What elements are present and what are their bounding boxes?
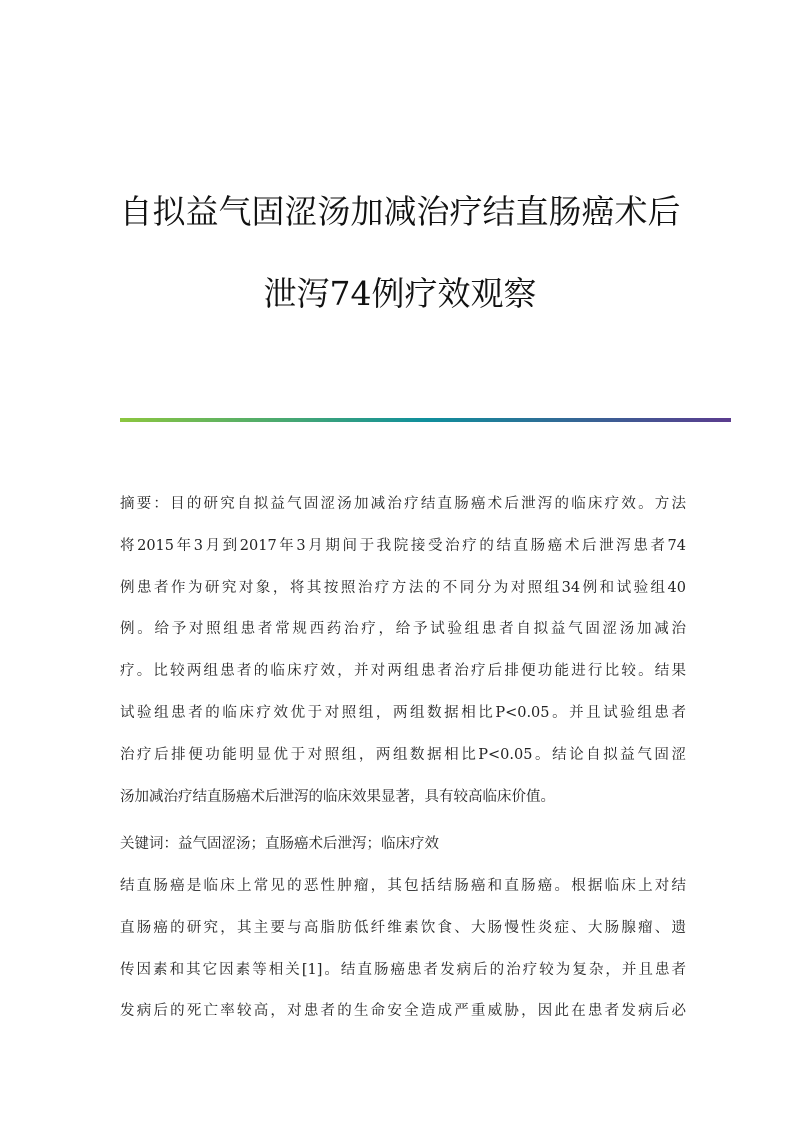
document-title-line-2: 泄泻74例疗效观察 [263,274,537,313]
abstract-paragraph [120,484,686,818]
body-line: 传因素和其它因素等相关[1]。结直肠癌患者发病后的治疗较为复杂，并且患者 [120,961,686,978]
document-title-line-1: 自拟益气固涩汤加减治疗结直肠癌术后 [119,192,681,231]
abstract-line: 疗。比较两组患者的临床疗效，并对两组患者治疗后排便功能进行比较。结果 [120,663,686,680]
body-line: 直肠癌的研究，其主要与高脂肪低纤维素饮食、大肠慢性炎症、大肠腺瘤、遗 [120,919,686,936]
abstract-line: 例患者作为研究对象，将其按照治疗方法的不同分为对照组34例和试验组40 [120,579,686,596]
keywords-line: 关键词：益气固涩汤；直肠癌术后泄泻；临床疗效 [120,836,439,852]
body-line: 结直肠癌是临床上常见的恶性肿瘤，其包括结肠癌和直肠癌。根据临床上对结 [120,878,686,894]
title-divider [120,418,731,422]
abstract-line: 汤加减治疗结直肠癌术后泄泻的临床效果显著，具有较高临床价值。 [120,788,555,805]
abstract-line: 例。给予对照组患者常规西药治疗，给予试验组患者自拟益气固涩汤加减治 [120,621,686,638]
body-line: 发病后的死亡率较高，对患者的生命安全造成严重威胁，因此在患者发病后必 [120,1003,686,1020]
abstract-line: 试验组患者的临床疗效优于对照组，两组数据相比P<0.05。并且试验组患者 [120,704,686,721]
abstract-line: 摘要：目的研究自拟益气固涩汤加减治疗结直肠癌术后泄泻的临床疗效。方法 [120,496,686,512]
body-paragraph [120,866,686,1033]
abstract-line: 将2015年3月到2017年3月期间于我院接受治疗的结直肠癌术后泄泻患者74 [120,537,686,554]
abstract-line: 治疗后排便功能明显优于对照组，两组数据相比P<0.05。结论自拟益气固涩 [120,746,686,763]
